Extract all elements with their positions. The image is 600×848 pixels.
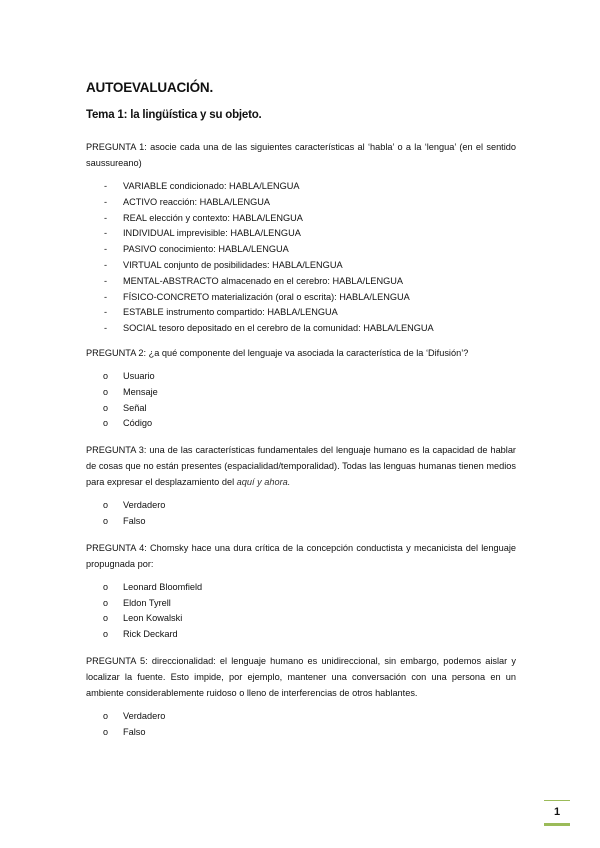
question-2-text: PREGUNTA 2: ¿a qué componente del lenguaje va asociada la característica de la ‘Difusión’?: [86, 347, 469, 358]
list-item: - VARIABLE condicionado: HABLA/LENGUA: [86, 179, 516, 195]
option-item: o Leon Kowalski: [86, 611, 516, 627]
question-3-options: [86, 498, 516, 530]
question-5-options: [86, 709, 516, 741]
list-item: - VIRTUAL conjunto de posibilidades: HABLA/LENGUA: [86, 258, 516, 274]
question-3-body: PREGUNTA 3: una de las características fundamentales del lenguaje humano es la capacidad de hablar de cosas que no están presentes (espacialidad/temporalidad). Todas las lenguas humanas tienen medios para expresar el desplazamiento del: [86, 445, 516, 488]
list-item: - INDIVIDUAL imprevisible: HABLA/LENGUA: [86, 226, 516, 242]
option-item: o Verdadero: [86, 498, 516, 514]
option-item: o Eldon Tyrell: [86, 596, 516, 612]
list-item: - MENTAL-ABSTRACTO almacenado en el cerebro: HABLA/LENGUA: [86, 274, 516, 290]
question-1-text: PREGUNTA 1: asocie cada una de las siguientes características al ‘habla’ o a la ‘lengua’ (en el sentido saussureano): [86, 142, 516, 168]
question-2-options: [86, 369, 516, 432]
option-item: o Leonard Bloomfield: [86, 580, 516, 596]
option-item: o Falso: [86, 514, 516, 530]
doc-title: AUTOEVALUACIÓN.: [86, 80, 214, 95]
list-item: - ACTIVO reacción: HABLA/LENGUA: [86, 195, 516, 211]
option-item: o Mensaje: [86, 385, 516, 401]
page-number: 1: [544, 800, 570, 826]
option-item: o Usuario: [86, 369, 516, 385]
option-item: o Señal: [86, 401, 516, 417]
question-1-items: [86, 179, 516, 337]
question-4-options: [86, 580, 516, 643]
list-item: - FÍSICO-CONCRETO materialización (oral o escrita): HABLA/LENGUA: [86, 290, 516, 306]
question-5-text: PREGUNTA 5: direccionalidad: el lenguaje humano es unidireccional, sin embargo, podemos aislar y localizar la fuente. Esto impide, por ejemplo, mantener una conversación con una persona en un ambiente considerablemente ruidoso o lleno de interferencias de otros hablantes.: [86, 655, 516, 698]
question-4-text: PREGUNTA 4: Chomsky hace una dura crítica de la concepción conductista y mecanicista del lenguaje propugnada por:: [86, 542, 516, 569]
list-item: - SOCIAL tesoro depositado en el cerebro de la comunidad: HABLA/LENGUA: [86, 321, 516, 337]
option-item: o Código: [86, 416, 516, 432]
list-item: - ESTABLE instrumento compartido: HABLA/LENGUA: [86, 305, 516, 321]
option-item: o Falso: [86, 725, 516, 741]
question-3-emphasis: aquí y ahora.: [236, 477, 291, 488]
page-content: [86, 80, 516, 751]
question-3-text: [86, 442, 516, 490]
option-item: o Verdadero: [86, 709, 516, 725]
option-item: o Rick Deckard: [86, 627, 516, 643]
doc-subtitle: Tema 1: la lingüística y su objeto.: [86, 109, 262, 121]
list-item: - REAL elección y contexto: HABLA/LENGUA: [86, 211, 516, 227]
list-item: - PASIVO conocimiento: HABLA/LENGUA: [86, 242, 516, 258]
